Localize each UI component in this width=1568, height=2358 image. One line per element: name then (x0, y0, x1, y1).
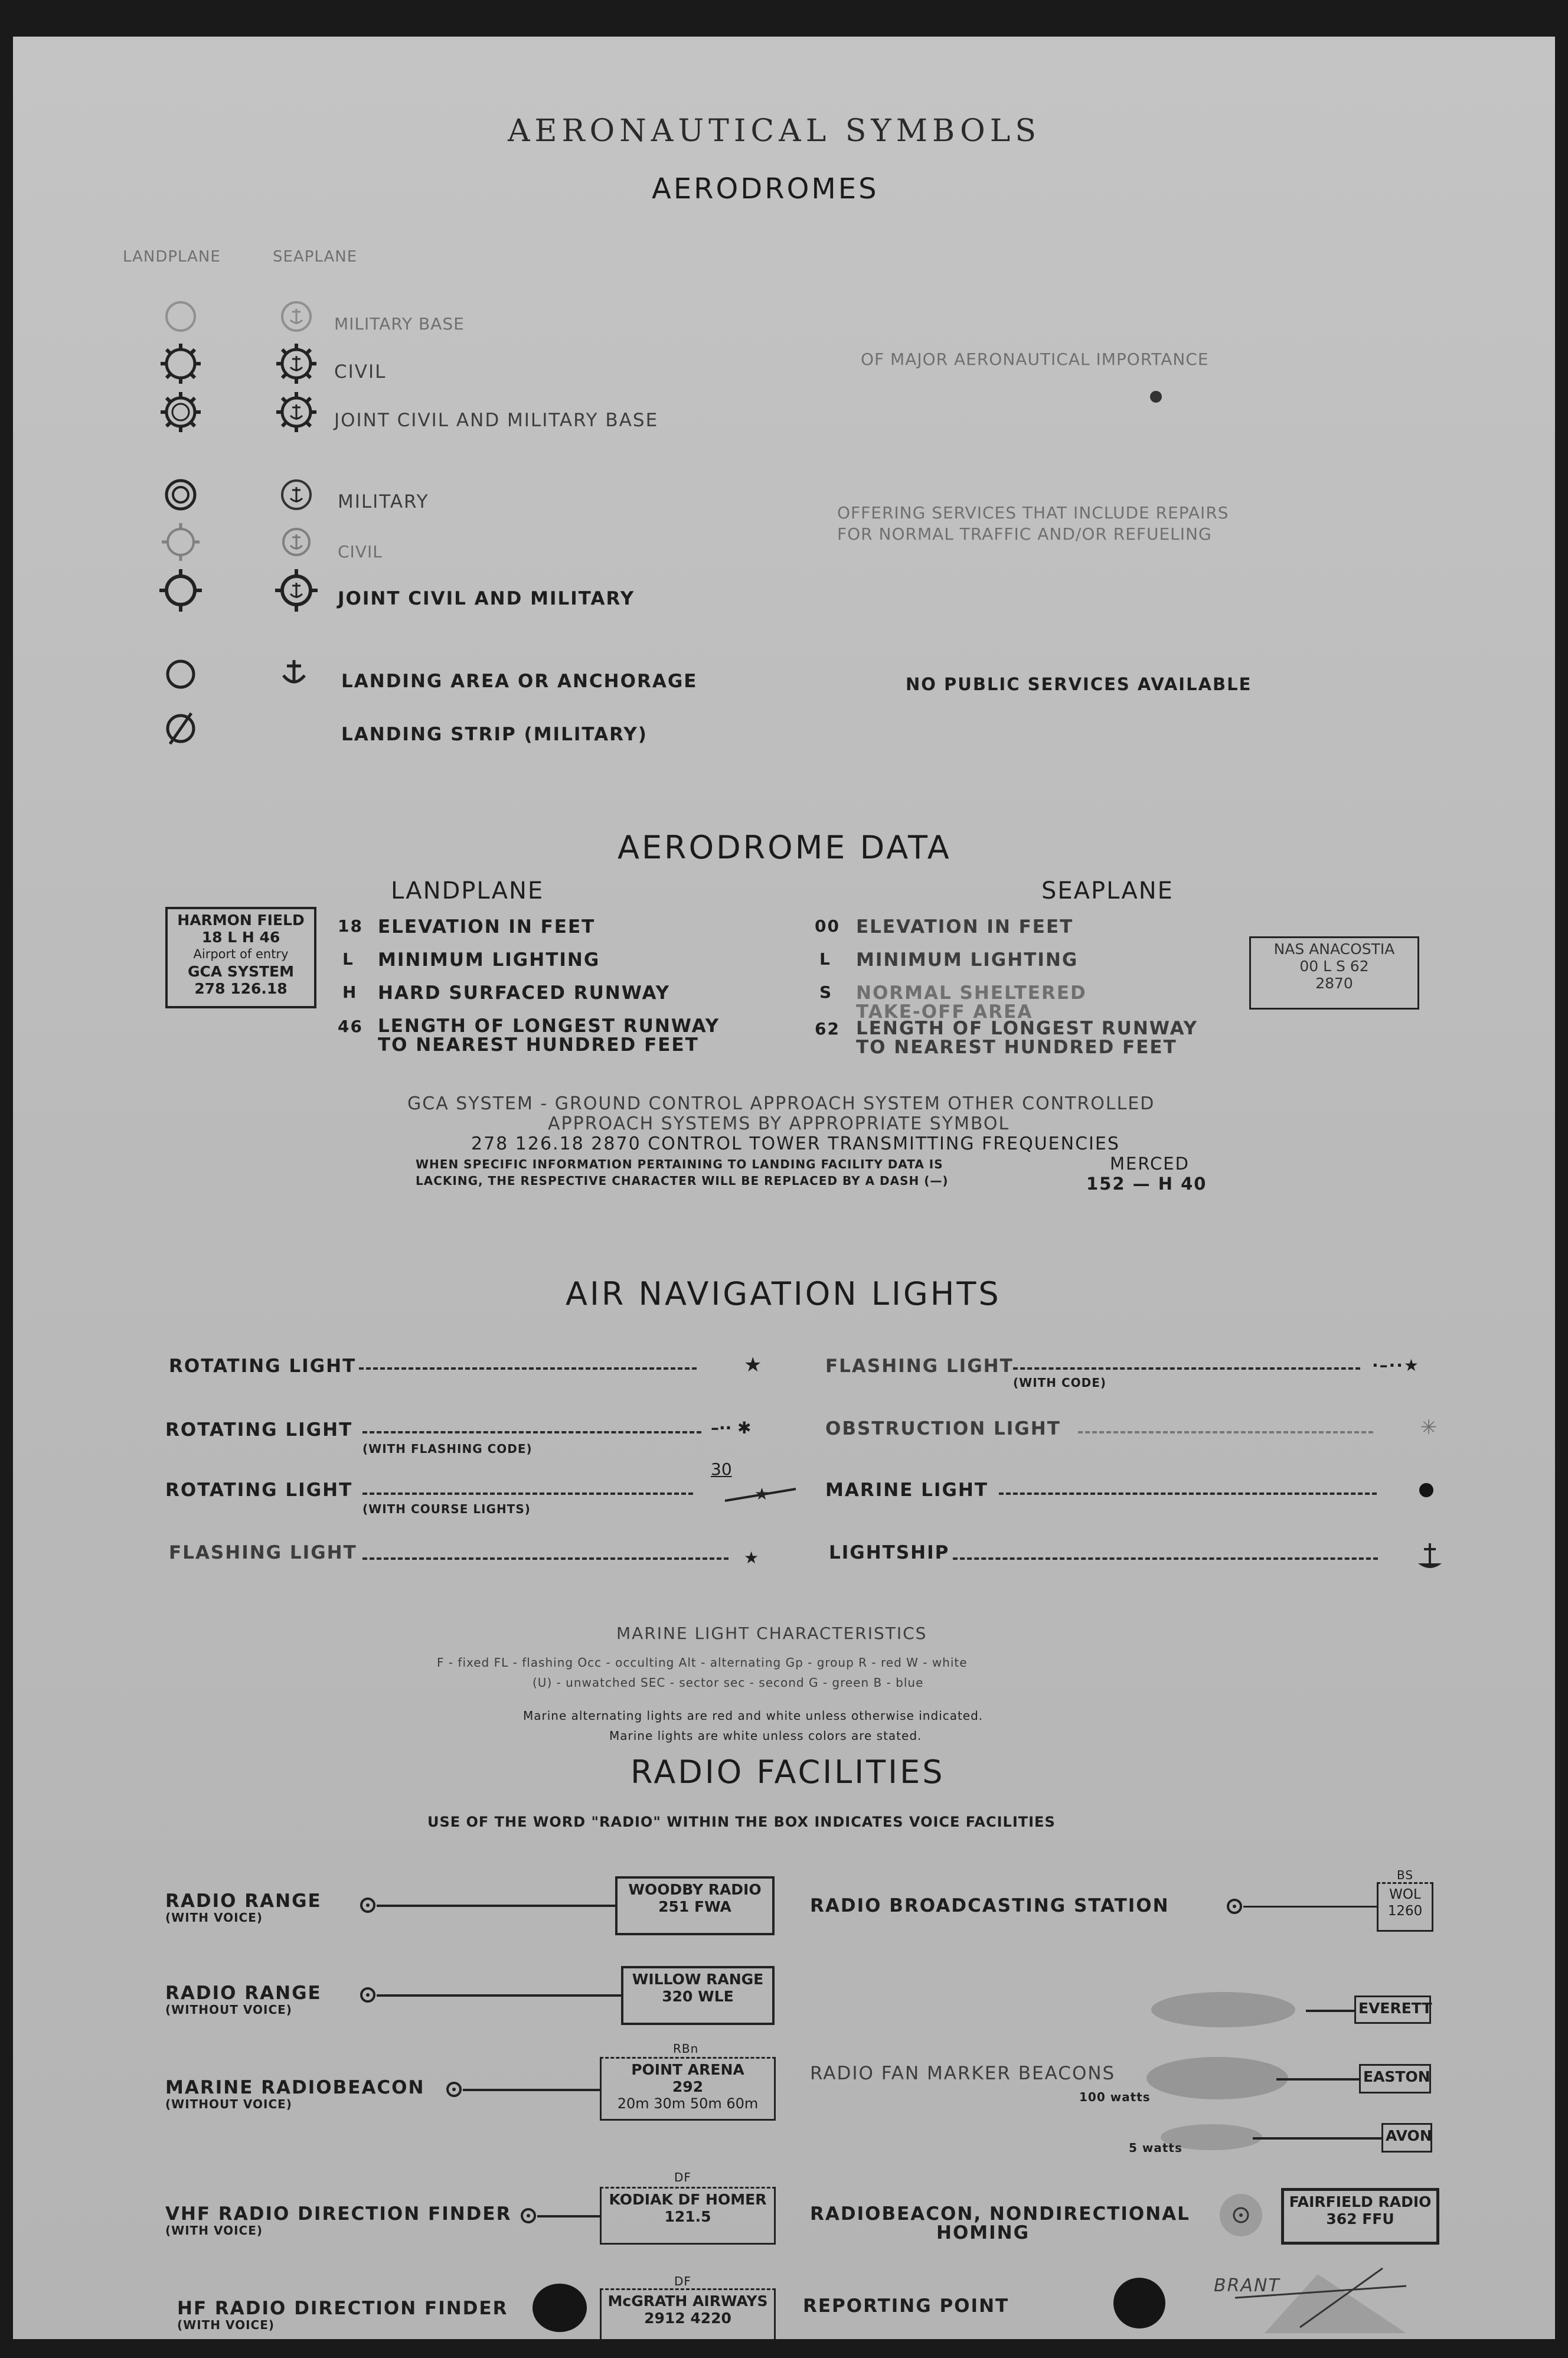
rotating-flash-leader (362, 1431, 701, 1433)
point-arena-box (600, 2057, 776, 2121)
obstruction-leader (1078, 1431, 1373, 1433)
landing-strip-icon (168, 713, 194, 744)
marine-note-line1: Marine alternating lights are red and white unless otherwise indicated. (523, 1709, 984, 1723)
willow-box-data: 320 WLE (662, 1988, 734, 2005)
reporting-point-label: REPORTING POINT (803, 2295, 1010, 2317)
kodiak-box-name: KODIAK DF HOMER (609, 2191, 767, 2208)
everett-arrow-line (1306, 2010, 1354, 2012)
landplane-heading: LANDPLANE (391, 877, 544, 904)
willow-box-name: WILLOW RANGE (632, 1971, 764, 1988)
flashing-code-leader (1013, 1367, 1360, 1370)
merced-example-data: 152 — H 40 (1086, 1174, 1207, 1194)
fairfield-box-freq: 362 FFU (1326, 2210, 1394, 2228)
flashing-code-label: FLASHING LIGHT (825, 1356, 1014, 1377)
mcgrath-box-name: McGRATH AIRWAYS (607, 2292, 768, 2310)
homing-label: HOMING (936, 2222, 1030, 2243)
sea-text-lighting: MINIMUM LIGHTING (856, 949, 1079, 971)
rotating-light-symbol-icon: ★ (744, 1353, 762, 1377)
col-seaplane-label: SEAPLANE (273, 248, 358, 266)
vhf-df-label: VHF RADIO DIRECTION FINDER (165, 2203, 512, 2225)
brant-label: BRANT (1214, 2275, 1280, 2296)
rotating-course-sub: (WITH COURSE LIGHTS) (362, 1502, 531, 1516)
avon-box: AVON (1381, 2123, 1432, 2153)
woodby-box-data: 251 FWA (658, 1898, 731, 1915)
course-number: 30 (711, 1459, 732, 1479)
military-base-landplane-icon (166, 302, 195, 331)
df-tag: DF (674, 2170, 691, 2184)
nas-box-data: 00 L S 62 (1299, 958, 1369, 975)
kodiak-box-freq: 121.5 (664, 2208, 711, 2225)
col-landplane-label: LANDPLANE (123, 248, 221, 266)
sea-text-sheltered: NORMAL SHELTERED (856, 982, 1087, 1004)
section-radio-title: RADIO FACILITIES (631, 1753, 945, 1791)
point-arena-times: 20m 30m 50m 60m (617, 2095, 759, 2112)
fan-marker-beacons-icons (1141, 1979, 1377, 2168)
easton-box: EASTON (1359, 2064, 1431, 2094)
joint-base-landplane-icon (161, 392, 201, 432)
sea-code-elevation: 00 (815, 916, 840, 936)
broadcast-station-icon (1226, 1897, 1243, 1915)
marine-radiobeacon-sub: (WITHOUT VOICE) (165, 2097, 292, 2111)
lightship-leader (953, 1557, 1378, 1560)
rotating-course-symbol-icon (719, 1477, 802, 1513)
watts-100-label: 100 watts (1079, 2090, 1151, 2104)
rotating-course-leader (362, 1492, 693, 1495)
tower-frequencies-note: 278 126.18 2870 CONTROL TOWER TRANSMITTING FREQUENCIES (471, 1134, 1120, 1154)
sea-text-sheltered-2: TAKE-OFF AREA (856, 1001, 1033, 1023)
nas-anacostia-example-box (1249, 936, 1419, 1010)
wol-box (1377, 1882, 1433, 1932)
sea-code-runway: 62 (815, 1019, 840, 1038)
rbn-tag: RBn (673, 2042, 699, 2056)
radio-range-voice-sub: (WITH VOICE) (165, 1910, 263, 1925)
fan-marker-label: RADIO FAN MARKER BEACONS (810, 2063, 1116, 2084)
df-tag-2: DF (674, 2274, 691, 2288)
gca-note-line1: GCA SYSTEM - GROUND CONTROL APPROACH SYSTEM OTHER CONTROLLED (407, 1093, 1155, 1114)
radio-range-novoice-line (377, 1994, 621, 1997)
joint-seaplane-icon (275, 569, 318, 612)
flashing-code-symbol-icon: ·–··★ (1372, 1356, 1420, 1375)
anchorage-icon (283, 660, 305, 682)
rotating-course-label: ROTATING LIGHT (165, 1480, 353, 1501)
flashing-light-symbol-icon: ★ (744, 1548, 759, 1567)
military-label: MILITARY (338, 491, 429, 512)
rotating-flash-sub: (WITH FLASHING CODE) (362, 1442, 533, 1456)
radio-range-novoice-label: RADIO RANGE (165, 1983, 322, 2004)
civil2-landplane-icon (162, 523, 200, 561)
harmon-box-name: HARMON FIELD (177, 912, 305, 929)
military-base-label: MILITARY BASE (334, 314, 465, 334)
marine-light-label: MARINE LIGHT (825, 1480, 988, 1501)
seaplane-heading: SEAPLANE (1041, 877, 1174, 904)
civil2-seaplane-icon (283, 529, 309, 555)
services-note-line1: OFFERING SERVICES THAT INCLUDE REPAIRS (837, 503, 1229, 522)
joint-label: JOINT CIVIL AND MILITARY (338, 588, 635, 609)
radio-range-novoice-icon (359, 1986, 377, 2004)
services-note-line2: FOR NORMAL TRAFFIC AND/OR REFUELING (837, 524, 1212, 544)
point-arena-name: POINT ARENA (631, 2061, 744, 2078)
broadcast-label: RADIO BROADCASTING STATION (810, 1895, 1170, 1916)
lacking-note-line2: LACKING, THE RESPECTIVE CHARACTER WILL BE REPLACED BY A DASH (—) (416, 1174, 949, 1188)
civil2-label: CIVIL (338, 542, 383, 561)
nas-box-freq: 2870 (1315, 975, 1353, 992)
rotating-light-leader (359, 1367, 697, 1370)
civil-landplane-icon (161, 344, 201, 384)
sea-code-sheltered: S (819, 982, 833, 1002)
rotating-flash-label: ROTATING LIGHT (165, 1419, 353, 1441)
bs-tag: BS (1397, 1868, 1414, 1882)
woodby-box-name: WOODBY RADIO (628, 1881, 762, 1898)
harmon-field-example-box (165, 907, 316, 1008)
section-aerodrome-data-title: AERODROME DATA (618, 829, 952, 866)
marine-light-symbol-icon (1419, 1483, 1433, 1497)
mcgrath-box-freq: 2912 4220 (644, 2310, 731, 2327)
harmon-box-entry: Airport of entry (193, 947, 289, 961)
vhf-df-icon (520, 2207, 537, 2225)
radio-range-voice-line (377, 1905, 615, 1907)
section-lights-title: AIR NAVIGATION LIGHTS (566, 1275, 1001, 1312)
joint-landplane-icon (159, 569, 202, 612)
flashing-light-label: FLASHING LIGHT (169, 1542, 357, 1563)
broadcast-line (1243, 1906, 1377, 1908)
avon-arrow-line (1253, 2137, 1381, 2140)
land-text-runway-2: TO NEAREST HUNDRED FEET (378, 1034, 699, 1056)
harmon-box-gca: GCA SYSTEM (187, 963, 295, 980)
nondirectional-label: RADIOBEACON, NONDIRECTIONAL (810, 2203, 1190, 2225)
lacking-note-line1: WHEN SPECIFIC INFORMATION PERTAINING TO LANDING FACILITY DATA IS (416, 1157, 943, 1171)
marine-note-line2: Marine lights are white unless colors are stated. (609, 1729, 922, 1743)
land-text-lighting: MINIMUM LIGHTING (378, 949, 600, 971)
harmon-box-data: 18 L H 46 (201, 929, 280, 946)
mcgrath-airways-box (600, 2288, 776, 2339)
point-arena-freq: 292 (672, 2078, 704, 2095)
flashing-code-sub: (WITH CODE) (1013, 1376, 1107, 1390)
radio-voice-note: USE OF THE WORD "RADIO" WITHIN THE BOX INDICATES VOICE FACILITIES (427, 1814, 1056, 1830)
merced-example-name: MERCED (1110, 1154, 1190, 1174)
landing-area-icon (168, 661, 194, 687)
obstruction-symbol-icon: ✳ (1420, 1416, 1438, 1439)
land-text-runway: LENGTH OF LONGEST RUNWAY (378, 1015, 720, 1037)
land-code-runway: 46 (338, 1017, 363, 1036)
gca-note-line2: APPROACH SYSTEMS BY APPROPRIATE SYMBOL (548, 1113, 1010, 1134)
military-seaplane-icon (282, 481, 311, 509)
reporting-point-symbol-icon (1113, 2278, 1165, 2328)
military-base-seaplane-icon (282, 302, 311, 331)
marine-characteristics-line2: (U) - unwatched SEC - sector sec - second G - green B - blue (533, 1676, 924, 1690)
sea-text-runway-2: TO NEAREST HUNDRED FEET (856, 1037, 1177, 1058)
harmon-box-freq: 278 126.18 (194, 980, 288, 997)
watts-5-label: 5 watts (1129, 2141, 1182, 2155)
fairfield-radio-box (1281, 2188, 1439, 2245)
wol-box-freq: 1260 (1387, 1903, 1423, 1919)
section-aerodromes-title: AERODROMES (652, 172, 879, 205)
marine-light-leader (999, 1492, 1377, 1495)
marine-radiobeacon-line (463, 2089, 600, 2091)
civil-label: CIVIL (334, 361, 387, 383)
svg-text:★: ★ (754, 1484, 770, 1504)
sea-text-elevation: ELEVATION IN FEET (856, 916, 1074, 938)
brant-intersection-icon (1229, 2262, 1418, 2339)
hf-df-symbol-icon (533, 2284, 587, 2332)
joint-base-label: JOINT CIVIL AND MILITARY BASE (334, 410, 659, 431)
sea-code-lighting: L (819, 949, 831, 969)
easton-arrow-line (1276, 2078, 1359, 2081)
page-title: AERONAUTICAL SYMBOLS (508, 113, 1041, 149)
chart-legend-sheet (13, 37, 1555, 2339)
no-services-label: NO PUBLIC SERVICES AVAILABLE (906, 674, 1252, 694)
landing-area-label: LANDING AREA OR ANCHORAGE (341, 671, 698, 692)
lightship-label: LIGHTSHIP (829, 1542, 950, 1563)
everett-box: EVERETT (1354, 1996, 1431, 2024)
land-code-lighting: L (342, 949, 354, 969)
radio-range-voice-label: RADIO RANGE (165, 1890, 322, 1912)
kodiak-df-box (600, 2187, 776, 2245)
landing-strip-label: LANDING STRIP (MILITARY) (341, 724, 648, 745)
sea-text-runway: LENGTH OF LONGEST RUNWAY (856, 1018, 1198, 1039)
marine-radiobeacon-label: MARINE RADIOBEACON (165, 2077, 425, 2098)
rotating-flash-symbol-icon: –·· ✱ (711, 1418, 752, 1438)
willow-range-box (621, 1966, 775, 2025)
marine-characteristics-heading: MARINE LIGHT CHARACTERISTICS (616, 1624, 927, 1643)
hf-df-sub: (WITH VOICE) (177, 2318, 275, 2332)
nas-box-name: NAS ANACOSTIA (1273, 940, 1395, 958)
flashing-light-leader (362, 1557, 729, 1560)
marine-radiobeacon-icon (445, 2081, 463, 2098)
major-importance-icon (1150, 391, 1162, 403)
wol-box-call: WOL (1389, 1887, 1421, 1902)
woodby-radio-box (615, 1876, 775, 1935)
military-landplane-icon (166, 481, 195, 509)
radio-range-voice-icon (359, 1896, 377, 1914)
aerodrome-symbols (13, 37, 1555, 804)
marine-characteristics-line1: F - fixed FL - flashing Occ - occulting Alt - alternating Gp - group R - red W - white (437, 1655, 968, 1670)
land-text-elevation: ELEVATION IN FEET (378, 916, 596, 938)
major-importance-label: OF MAJOR AERONAUTICAL IMPORTANCE (861, 350, 1209, 369)
vhf-df-sub: (WITH VOICE) (165, 2223, 263, 2238)
civil-seaplane-icon (276, 344, 316, 384)
hf-df-label: HF RADIO DIRECTION FINDER (177, 2298, 508, 2319)
land-text-surface: HARD SURFACED RUNWAY (378, 982, 671, 1004)
lightship-symbol-icon (1412, 1540, 1448, 1575)
obstruction-label: OBSTRUCTION LIGHT (825, 1418, 1061, 1439)
radio-range-novoice-sub: (WITHOUT VOICE) (165, 2003, 292, 2017)
nondirectional-beacon-icon (1217, 2192, 1265, 2239)
joint-base-seaplane-icon (276, 392, 316, 432)
land-code-surface: H (342, 982, 358, 1002)
fairfield-box-name: FAIRFIELD RADIO (1289, 2193, 1432, 2210)
vhf-df-line (537, 2215, 600, 2217)
rotating-light-label: ROTATING LIGHT (169, 1356, 357, 1377)
land-code-elevation: 18 (338, 916, 363, 936)
